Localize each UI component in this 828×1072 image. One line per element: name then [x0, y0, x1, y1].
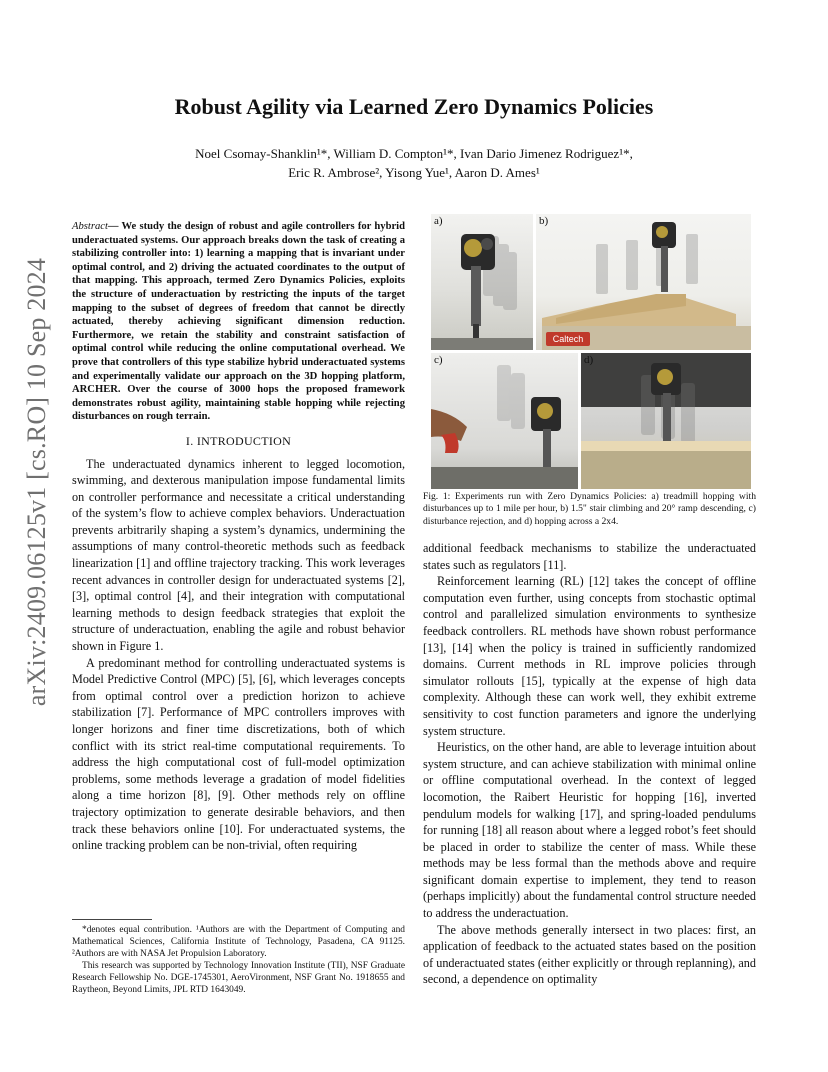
footnote-divider — [72, 919, 152, 920]
abstract-text: — We study the design of robust and agile controllers for hybrid underactuated systems. Our approach breaks down the task of creating a stabilizing controller into: 1) learning a mapping that is invariant under optimal control, and 2) driving the actuated coordinates to the output of that mapping. This approach, termed Zero Dynamics Policies, exploits the structure of underactuation by restricting the inputs of the target mapping to the subset of degrees of freedom that cannot be directly actuated, thereby achieving significant dimension reduction. Furthermore, we retain the stability and constraint satisfaction of optimal control while reducing the online computational overhead. We prove that controllers of this type stabilize hybrid underactuated systems and experimentally validate our approach on the 3D hopping platform, ARCHER. Over the course of 3000 hops the proposed framework demonstrates robust agility, maintaining stable hopping while rejecting disturbances on rough terrain. — [72, 221, 405, 423]
figure-1 — [431, 214, 751, 489]
figure-panel-b — [536, 214, 751, 350]
author-line-2: Eric R. Ambrose², Yisong Yue¹, Aaron D. Ames¹ — [288, 165, 540, 180]
author-list — [100, 144, 728, 182]
footnote-affiliations: *denotes equal contribution. ¹Authors are with the Department of Computing and Mathematical Sciences, California Institute of Technology, Pasadena, CA 91125. ²Authors are with NASA Jet Propulsion Laboratory. — [72, 925, 405, 959]
footnotes — [72, 919, 405, 996]
right-paragraph-continuation: additional feedback mechanisms to stabilize the underactuated states such as regulators [11]. — [423, 541, 756, 572]
panel-a-label: a) — [434, 215, 443, 227]
paper-title: Robust Agility via Learned Zero Dynamics Policies — [174, 94, 654, 119]
panel-d-label: d) — [584, 354, 594, 366]
left-column — [72, 220, 405, 854]
footnote-funding: This research was supported by Technology Innovation Institute (TII), NSF Graduate Research Fellowship No. DGE-1745301, AeroVironment, NSF Grant No. 1918655 and Raytheon, Beyond Limits, JPL RTD 1643049. — [72, 961, 405, 995]
figure-panel-c — [431, 353, 578, 489]
robot-disturbance-photo-icon — [431, 353, 578, 489]
robot-2x4-photo-icon — [581, 353, 751, 489]
panel-c-label: c) — [434, 354, 443, 366]
figure-panel-d — [581, 353, 751, 489]
figure-panel-a — [431, 214, 533, 350]
section-heading-introduction: I. INTRODUCTION — [185, 433, 292, 448]
right-paragraph-rl: Reinforcement learning (RL) [12] takes the concept of offline computation even further, using concepts from stochastic optimal control and parallelized simulation environments to synthesize feedback controllers. RL methods have shown robust performance [13], [14] when the policy is trained in sufficiently randomized domains. Current methods in RL improve policies through simulator rollouts [15], typically at the expense of high data complexity. Although these can work well, they exhibit extreme sensitivity to cost function parameters and ignore the underlying system structure. — [423, 574, 756, 738]
right-column — [423, 540, 756, 988]
panel-b-label: b) — [539, 215, 549, 227]
figure-caption: Fig. 1: Experiments run with Zero Dynamics Policies: a) treadmill hopping with disturbances up to 1 mile per hour, b) 1.5" stair climbing and 20° ramp descending, c) disturbance rejection, and d) hopping across a 2x4. — [423, 491, 756, 527]
arxiv-identifier — [20, 257, 54, 707]
caltech-sign-text: Caltech — [552, 334, 584, 344]
right-paragraph-heuristics: Heuristics, on the other hand, are able to leverage intuition about system structure, and can achieve stabilization with minimal online or offline computational overhead. In the context of legged locomotion, the Raibert Heuristic for hopping [16], inverted pendulum models for walking [17], and spring-loaded pendulums for running [18] all reason about where a legged robot’s feet should be placed in order to stabilize the center of mass. While these methods may be less formal than the methods above and require significant domain expertise to implement, they tend to reason (perhaps implicitly) about the fundamental control structure needed to address the underactuation. — [423, 740, 756, 921]
abstract-label: Abstract — [72, 221, 108, 232]
right-paragraph-intersection: The above methods generally intersect in two places: first, an application of feedback to the actuated states based on the position of underactuated states (either explicitly or through replanning), and second, a dependence on optimality — [423, 922, 756, 987]
intro-paragraph-1: The underactuated dynamics inherent to legged locomotion, swimming, and dexterous manipulation impose fundamental limits on controller performance and necessitate a critical understanding of the system’s flow to achieve complex behaviors. Underactuation prevents arbitrarily shaping a system’s dynamics, undermining the assumptions of many control-theoretic methods such as feedback linearization [1] and offline trajectory tracking. This work leverages recent advances in controller design for underactuated systems [2], [3], optimal control [4], and their integration with computational learning methods to design feedback strategies that exploit the structure of underactuation, enabling the agile and robust behavior shown in Figure 1. — [72, 456, 405, 654]
robot-stairs-ramp-photo-icon — [536, 214, 751, 350]
intro-paragraph-2: A predominant method for controlling underactuated systems is Model Predictive Control (MPC) [5], [6], which leverages concepts from optimal control over a prediction horizon to achieve stabilization [7]. Performance of MPC controllers improves with longer horizons and finer time discretizations, both of which conflict with its strict real-time computational requirements. To address the high computational cost of full-model optimization problems, some methods leverage a gradation of model fidelities along a time horizon [8], [9]. Other methods rely on offline trajectory optimization to generate desirable behaviors, and then track these behaviors online [10]. For underactuated systems, the online tracking problem can be non-trivial, often requiring — [72, 655, 405, 853]
arxiv-identifier-text: arXiv:2409.06125v1 [cs.RO] 10 Sep 2024 — [22, 257, 51, 707]
author-line-1: Noel Csomay-Shanklin¹*, William D. Compton¹*, Ivan Dario Jimenez Rodriguez¹*, — [195, 146, 633, 161]
abstract — [72, 220, 405, 424]
robot-treadmill-photo-icon — [431, 214, 533, 350]
